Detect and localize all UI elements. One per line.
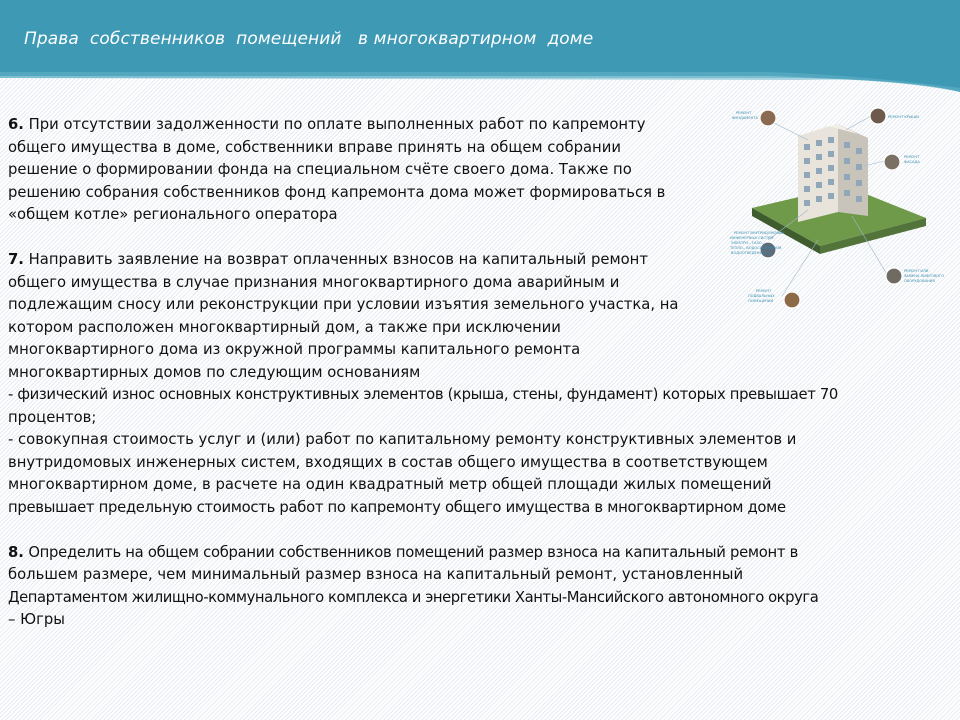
- label-basement: РЕМОНТ ПОДВАЛЬНЫХ ПОМЕЩЕНИЙ: [748, 289, 775, 303]
- label-foundation: РЕМОНТ ФУНДАМЕНТА: [732, 111, 758, 120]
- text-line: общего имущества в доме, собственники вправе принять на общем собрании: [8, 138, 621, 156]
- item-number: 7.: [8, 251, 24, 268]
- text-line: 7. Направить заявление на возврат оплаченных взносов на капитальный ремонт: [8, 251, 648, 268]
- label-systems: РЕМОНТ ВНУТРИДОМОВЫХ ИНЖЕНЕРНЫХ СИСТЕМ ЭЛЕКТРО-, ГАЗО-, ТЕПЛО-, ВОДОСНАБЖЕНИЯ, ВОДООТВЕДЕНИЯ: [730, 231, 785, 255]
- text-line: котором расположен многоквартирный дом, а также при исключении: [8, 318, 561, 336]
- text-line: – Югры: [8, 611, 65, 628]
- text-line: решение о формировании фонда на специальном счёте своего дома. Также по: [8, 161, 632, 178]
- paragraph-7: [8, 249, 944, 519]
- text-line: - совокупная стоимость услуг и (или) работ по капитальному ремонту конструктивных элементов и: [8, 431, 797, 448]
- text-line: «общем котле» регионального оператора: [8, 206, 338, 223]
- text-line: многоквартирных домов по следующим основаниям: [8, 363, 421, 381]
- title-banner: [0, 0, 960, 104]
- slide-body: [8, 114, 944, 632]
- text-line: многоквартирного дома из окружной программы капитального ремонта: [8, 341, 581, 358]
- item-number: 8.: [8, 543, 24, 561]
- item-number: 6.: [8, 116, 24, 133]
- text-line: многоквартирном доме, в расчете на один квадратный метр общей площади жилых помещений: [8, 476, 772, 493]
- text-line: 6. При отсутствии задолженности по оплате выполненных работ по капремонту: [8, 116, 646, 133]
- label-elevator: РЕМОНТ ИЛИ ЗАМЕНА ЛИФТОВОГО ОБОРУДОВАНИЯ: [904, 269, 944, 283]
- text-line: превышает предельную стоимость работ по капремонту общего имущества в многоквартирном доме: [8, 498, 786, 516]
- text-line: 8. Определить на общем собрании собственников помещений размер взноса на капитальный ремонт в: [8, 543, 799, 561]
- text-line: внутридомовых инженерных систем, входящих в состав общего имущества в соответствующем: [8, 453, 768, 471]
- title-banner-shape: [0, 0, 960, 104]
- paragraph-8: [8, 542, 944, 632]
- text-line: решению собрания собственников фонд капремонта дома может формироваться в: [8, 183, 666, 201]
- text-line: общего имущества в случае признания многоквартирного дома аварийным и: [8, 273, 620, 291]
- paragraph-6: [8, 114, 944, 227]
- text-line: большем размере, чем минимальный размер взноса на капитальный ремонт, установленный: [8, 566, 744, 583]
- paragraph-gap: [8, 519, 944, 542]
- text-line: - физический износ основных конструктивных элементов (крыша, стены, фундамент) которых превышает 70: [8, 386, 838, 403]
- slide-title: Права собственников помещений в многоквартирном доме: [24, 29, 594, 49]
- label-roof: РЕМОНТ КРЫШИ: [888, 115, 919, 119]
- text-line: Департаментом жилищно-коммунального комплекса и энергетики Ханты-Мансийского автономного округа: [8, 588, 819, 606]
- text-line: подлежащим сносу или реконструкции при условии изъятия земельного участка, на: [8, 296, 679, 313]
- label-facade: РЕМОНТ ФАСАДА: [904, 155, 920, 164]
- paragraph-gap: [8, 227, 944, 250]
- text-line: процентов;: [8, 408, 97, 426]
